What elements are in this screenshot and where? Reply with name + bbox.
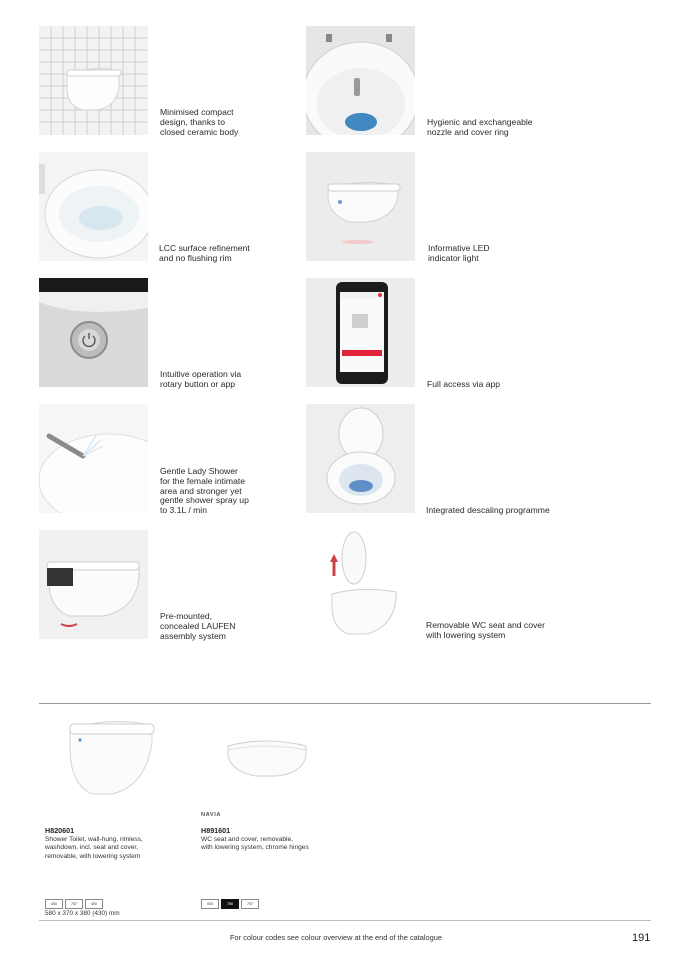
- feature-image-lady-shower: [39, 404, 148, 513]
- product-image-shower-toilet: [60, 712, 160, 802]
- footer-note: For colour codes see colour overview at the end of the catalogue: [230, 933, 442, 942]
- product-image-seat-cover: [222, 736, 312, 780]
- feature-image-descaling: [306, 404, 415, 513]
- product-dimensions: 580 x 370 x 380 (430) mm: [45, 910, 120, 917]
- page-number: 191: [632, 932, 651, 944]
- feature-caption: Integrated descaling programme: [426, 505, 550, 515]
- feature-caption: Removable WC seat and cover with lowering system: [426, 620, 545, 640]
- feature-caption: Minimised compact design, thanks to closed ceramic body: [160, 107, 239, 137]
- feature-caption: Hygienic and exchangeable nozzle and cover ring: [427, 117, 533, 137]
- feature-image-assembly-system: [39, 530, 148, 639]
- colour-code-swatches: [45, 899, 103, 909]
- feature-caption: LCC surface refinement and no flushing rim: [159, 243, 250, 263]
- colour-swatch: 756: [221, 899, 239, 909]
- product-code: H891601: [201, 826, 231, 835]
- product-description: Shower Toilet, wall-hung, rimless, washdown, incl. seat and cover, removable, with lowering system: [45, 836, 143, 860]
- feature-image-nozzle: [306, 26, 415, 135]
- colour-swatch: 757: [65, 899, 83, 909]
- product-description: WC seat and cover, removable, with lowering system, chrome hinges: [201, 836, 309, 852]
- footer-divider: [39, 920, 651, 921]
- product-brand: NAVIA: [201, 812, 221, 818]
- colour-swatch: 757: [241, 899, 259, 909]
- feature-caption: Pre-mounted, concealed LAUFEN assembly system: [160, 611, 236, 641]
- feature-caption: Full access via app: [427, 379, 501, 389]
- feature-caption: Informative LED indicator light: [428, 243, 490, 263]
- feature-image-smartphone-app: [306, 278, 415, 387]
- colour-code-swatches: [201, 899, 259, 909]
- colour-swatch: 400: [85, 899, 103, 909]
- product-code: H820601: [45, 826, 75, 835]
- feature-image-removable-seat: [306, 530, 415, 639]
- feature-image-rotary-button: [39, 278, 148, 387]
- colour-swatch: 400: [45, 899, 63, 909]
- section-divider: [39, 703, 651, 704]
- feature-caption: Intuitive operation via rotary button or app: [160, 369, 242, 389]
- feature-caption: Gentle Lady Shower for the female intimate area and stronger yet gentle shower spray up to 3.1L / min: [160, 466, 249, 516]
- feature-image-led-indicator: [306, 152, 415, 261]
- feature-image-compact-design: [39, 26, 148, 135]
- feature-image-rimless-bowl: [39, 152, 148, 261]
- colour-swatch: 000: [201, 899, 219, 909]
